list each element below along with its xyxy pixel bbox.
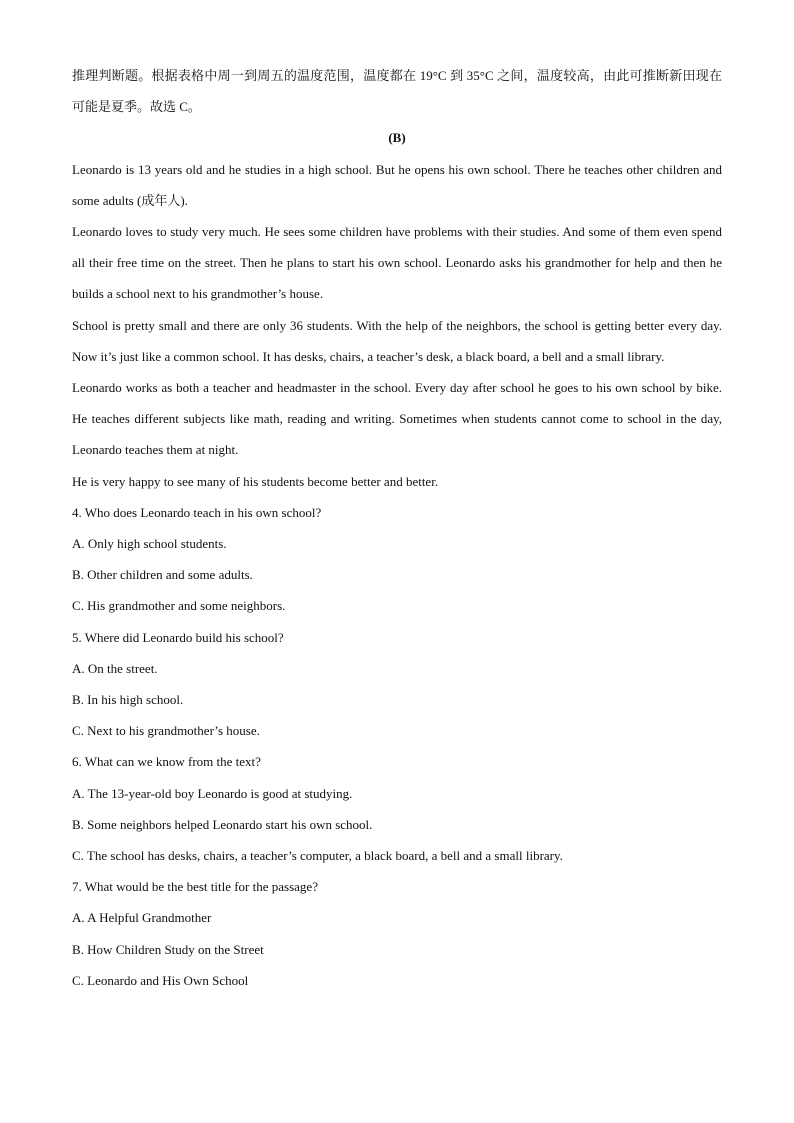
answer-option: C. His grandmother and some neighbors. [72,598,286,614]
answer-option: C. Next to his grandmother’s house. [72,723,260,739]
answer-option: B. In his high school. [72,692,184,708]
document-page [72,60,722,996]
answer-option: A. A Helpful Grandmother [72,910,212,926]
answer-option: B. Some neighbors helped Leonardo start his own school. [72,816,373,832]
reading-passage [72,154,722,497]
answer-option: C. Leonardo and His Own School [72,972,249,988]
passage-paragraph: School is pretty small and there are only 36 students. With the help of the neighbors, the school is getting better every day. Now it’s just like a common school. It has desks, chairs, a teacher’s desk, a black board, a bell and a small library. [72,317,722,364]
question-text: 5. Where did Leonardo build his school? [72,629,284,645]
passage-paragraph: Leonardo works as both a teacher and headmaster in the school. Every day after school he goes to his own school by bike. He teaches different subjects like math, reading and writing. Sometimes when students cannot come to school in the day, Leonardo teaches them at night. [72,380,722,458]
answer-option: A. On the street. [72,660,158,676]
intro-explanation: 推理判断题。根据表格中周一到周五的温度范围，温度都在 19°C 到 35°C 之间，温度较高，由此可推断新田现在可能是夏季。故选 C。 [72,68,722,115]
question-text: 6. What can we know from the text? [72,754,261,770]
answer-option: A. Only high school students. [72,536,227,552]
question-text: 7. What would be the best title for the passage? [72,879,318,895]
answer-option: B. Other children and some adults. [72,567,253,583]
answer-option: B. How Children Study on the Street [72,941,264,957]
passage-paragraph: Leonardo is 13 years old and he studies in a high school. But he opens his own school. There he teaches other children and some adults (成年人). [72,161,722,208]
question-list [72,497,722,996]
question-text: 4. Who does Leonardo teach in his own school? [72,504,322,520]
answer-option: A. The 13-year-old boy Leonardo is good at studying. [72,785,353,801]
passage-paragraph: He is very happy to see many of his students become better and better. [72,473,439,489]
section-heading: (B) [388,130,406,146]
answer-option: C. The school has desks, chairs, a teacher’s computer, a black board, a bell and a small library. [72,848,563,864]
passage-paragraph: Leonardo loves to study very much. He sees some children have problems with their studies. And some of them even spend all their free time on the street. Then he plans to start his own school. Leonardo asks his grandmother for help and then he builds a school next to his grandmother’s house. [72,224,722,302]
